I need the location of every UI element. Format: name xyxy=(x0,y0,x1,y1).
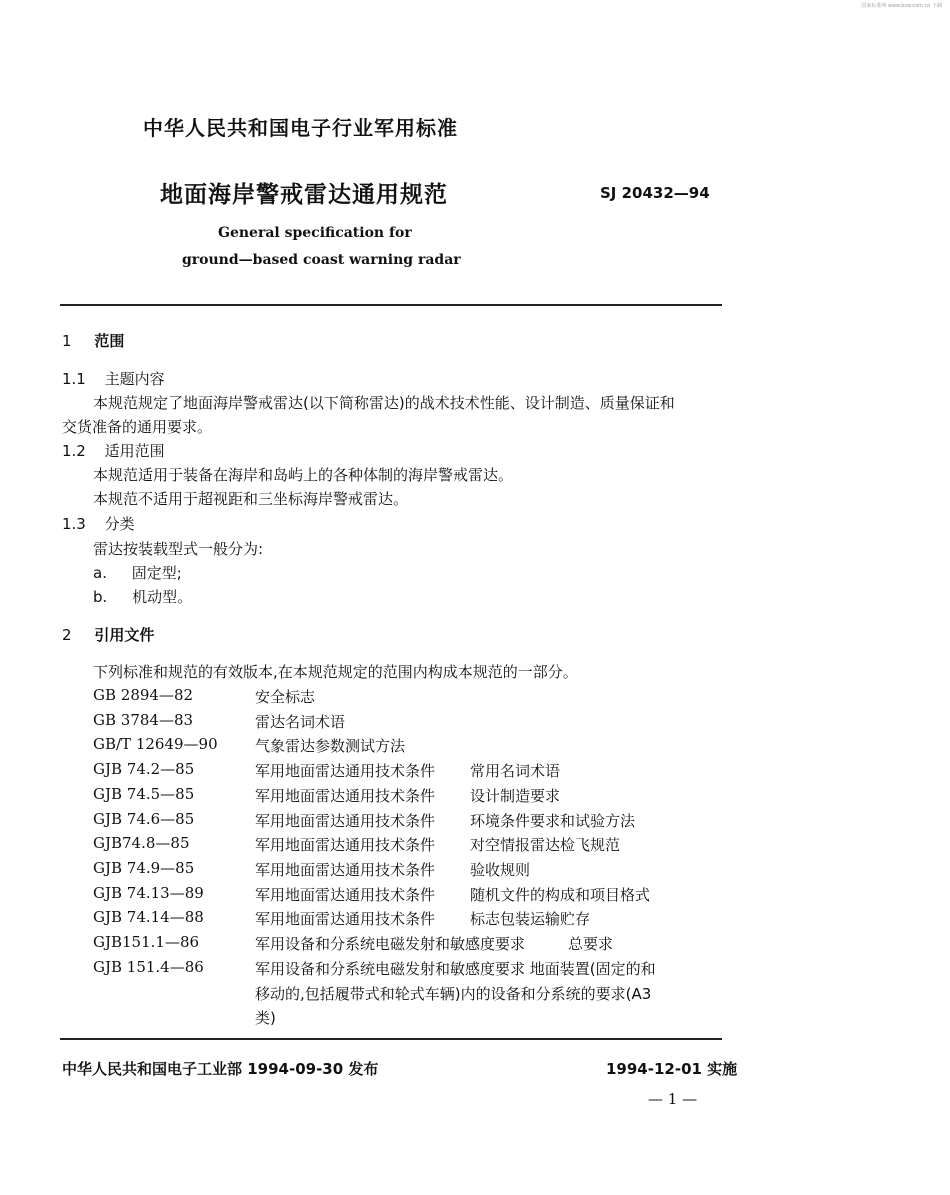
reference-description: 军用设备和分系统电磁发射和敏感度要求 xyxy=(255,935,526,953)
reference-description: 军用地面雷达通用技术条件 xyxy=(255,762,436,780)
list-text: 机动型。 xyxy=(132,588,193,606)
effective-date: 1994-12-01 实施 xyxy=(606,1060,738,1078)
header-divider xyxy=(60,304,722,306)
reference-code: GJB 74.14—88 xyxy=(93,908,204,926)
reference-description: 安全标志 xyxy=(255,688,316,706)
paragraph: 雷达按装载型式一般分为: xyxy=(93,540,264,558)
list-item-b xyxy=(93,586,192,607)
list-marker: b. xyxy=(93,588,108,606)
reference-description: 军用地面雷达通用技术条件 xyxy=(255,787,436,805)
list-item-a xyxy=(93,562,182,583)
reference-description: 军用地面雷达通用技术条件 xyxy=(255,886,436,904)
section-1-2-heading xyxy=(62,440,165,461)
section-number: 1.3 xyxy=(62,515,86,533)
reference-description: 军用地面雷达通用技术条件 xyxy=(255,836,436,854)
reference-subtitle: 验收规则 xyxy=(470,861,531,879)
document-title: 地面海岸警戒雷达通用规范 xyxy=(160,182,448,208)
issue-statement: 中华人民共和国电子工业部 1994-09-30 发布 xyxy=(62,1060,379,1078)
reference-subtitle: 环境条件要求和试验方法 xyxy=(470,812,636,830)
reference-subtitle: 对空情报雷达检飞规范 xyxy=(470,836,621,854)
paragraph: 本规范规定了地面海岸警戒雷达(以下简称雷达)的战术技术性能、设计制造、质量保证和 xyxy=(93,394,675,412)
reference-code: GJB151.1—86 xyxy=(93,933,200,951)
reference-code: GJB74.8—85 xyxy=(93,834,190,852)
reference-description: 雷达名词术语 xyxy=(255,713,346,731)
paragraph: 本规范不适用于超视距和三坐标海岸警戒雷达。 xyxy=(93,490,409,508)
section-2-heading xyxy=(62,624,154,645)
standard-code: SJ 20432—94 xyxy=(600,184,710,202)
reference-subtitle: 总要求 xyxy=(568,935,614,953)
section-number: 1.1 xyxy=(62,370,86,388)
reference-code: GJB 74.5—85 xyxy=(93,785,195,803)
reference-code: GB/T 12649—90 xyxy=(93,735,218,753)
section-title: 适用范围 xyxy=(104,442,165,460)
reference-description: 军用地面雷达通用技术条件 xyxy=(255,812,436,830)
english-title-line-1: General specification for xyxy=(218,225,412,241)
reference-description-continued: 类) xyxy=(255,1009,276,1027)
reference-code: GJB 151.4—86 xyxy=(93,958,204,976)
paragraph: 交货准备的通用要求。 xyxy=(62,418,213,436)
reference-subtitle: 常用名词术语 xyxy=(470,762,561,780)
section-title: 引用文件 xyxy=(94,626,155,644)
list-text: 固定型; xyxy=(131,564,182,582)
reference-code: GJB 74.9—85 xyxy=(93,859,195,877)
reference-code: GJB 74.6—85 xyxy=(93,810,195,828)
reference-description: 气象雷达参数测试方法 xyxy=(255,737,406,755)
reference-code: GB 2894—82 xyxy=(93,686,194,704)
section-1-1-heading xyxy=(62,368,165,389)
section-title: 分类 xyxy=(104,515,135,533)
reference-code: GB 3784—83 xyxy=(93,711,194,729)
references-intro: 下列标准和规范的有效版本,在本规范规定的范围内构成本规范的一部分。 xyxy=(93,663,578,681)
section-number: 1 xyxy=(62,332,72,350)
reference-subtitle: 标志包装运输贮存 xyxy=(470,910,591,928)
reference-code: GJB 74.2—85 xyxy=(93,760,195,778)
section-number: 2 xyxy=(62,626,72,644)
reference-description: 军用地面雷达通用技术条件 xyxy=(255,910,436,928)
reference-subtitle: 随机文件的构成和项目格式 xyxy=(470,886,651,904)
section-1-heading xyxy=(62,330,124,351)
english-title-line-2: ground—based coast warning radar xyxy=(182,252,461,268)
section-title: 范围 xyxy=(94,332,125,350)
section-1-3-heading xyxy=(62,513,135,534)
paragraph: 本规范适用于装备在海岸和岛屿上的各种体制的海岸警戒雷达。 xyxy=(93,466,514,484)
section-title: 主题内容 xyxy=(104,370,165,388)
reference-description: 军用地面雷达通用技术条件 xyxy=(255,861,436,879)
reference-description: 军用设备和分系统电磁发射和敏感度要求 地面装置(固定的和 xyxy=(255,960,656,978)
section-number: 1.2 xyxy=(62,442,86,460)
reference-subtitle: 设计制造要求 xyxy=(470,787,561,805)
list-marker: a. xyxy=(93,564,107,582)
reference-description-continued: 移动的,包括履带式和轮式车辆)内的设备和分系统的要求(A3 xyxy=(255,985,652,1003)
issuing-organization: 中华人民共和国电子行业军用标准 xyxy=(143,116,458,140)
page-number: — 1 — xyxy=(648,1090,698,1108)
footer-divider xyxy=(60,1038,722,1040)
header-watermark-note: 国家标准网 www.bzw.com.cn 下载 xyxy=(861,3,942,9)
reference-code: GJB 74.13—89 xyxy=(93,884,204,902)
